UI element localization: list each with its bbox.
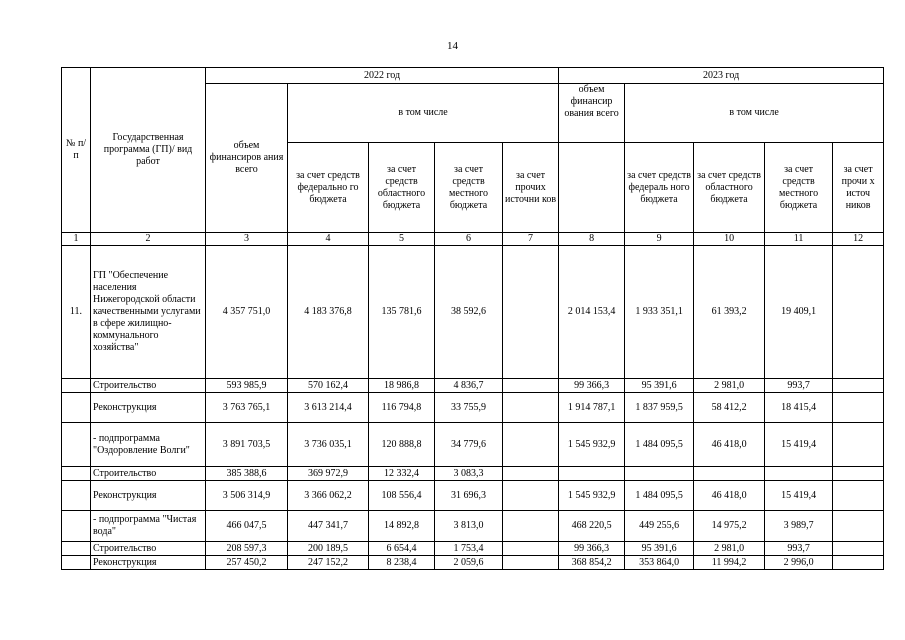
col-number: 12 — [833, 233, 884, 246]
cell-value: 108 556,4 — [369, 481, 435, 511]
cell-value — [503, 379, 559, 393]
cell-value: 4 183 376,8 — [288, 246, 369, 379]
cell-value: 95 391,6 — [625, 542, 694, 556]
cell-value: 993,7 — [765, 542, 833, 556]
cell-value: 1 484 095,5 — [625, 423, 694, 467]
cell-value: 6 654,4 — [369, 542, 435, 556]
cell-value: 1 753,4 — [435, 542, 503, 556]
cell-value: 18 415,4 — [765, 393, 833, 423]
table-row — [62, 246, 884, 379]
cell-value — [833, 393, 884, 423]
cell-value: 12 332,4 — [369, 467, 435, 481]
cell-value — [503, 556, 559, 570]
cell-value: 3 083,3 — [435, 467, 503, 481]
cell-value — [503, 467, 559, 481]
cell-value: 3 813,0 — [435, 511, 503, 542]
table-row — [62, 481, 884, 511]
cell-value: 368 854,2 — [559, 556, 625, 570]
col-number: 2 — [91, 233, 206, 246]
cell-value — [833, 511, 884, 542]
header-total-2022: объем финансиров ания всего — [206, 84, 288, 233]
cell-value: 257 450,2 — [206, 556, 288, 570]
header-fed-2022: за счет средств федерально го бюджета — [288, 143, 369, 233]
cell-no — [62, 481, 91, 511]
cell-value: 593 985,9 — [206, 379, 288, 393]
header-year-2023: 2023 год — [559, 68, 884, 84]
header-obl-2023: за счет средств областного бюджета — [694, 143, 765, 233]
header-year-2022: 2022 год — [206, 68, 559, 84]
page-number: 14 — [447, 40, 458, 52]
cell-value — [503, 511, 559, 542]
cell-value: 1 914 787,1 — [559, 393, 625, 423]
cell-value: 570 162,4 — [288, 379, 369, 393]
cell-value: 1 545 932,9 — [559, 423, 625, 467]
cell-program: Реконструкция — [91, 481, 206, 511]
cell-value: 19 409,1 — [765, 246, 833, 379]
cell-no — [62, 542, 91, 556]
col-number: 3 — [206, 233, 288, 246]
cell-value: 449 255,6 — [625, 511, 694, 542]
cell-program: Строительство — [91, 379, 206, 393]
cell-value — [694, 467, 765, 481]
col-number: 7 — [503, 233, 559, 246]
header-incl-2023: в том числе — [625, 84, 884, 143]
cell-value: 11 994,2 — [694, 556, 765, 570]
cell-value: 353 864,0 — [625, 556, 694, 570]
table-row — [62, 542, 884, 556]
cell-program: Реконструкция — [91, 556, 206, 570]
cell-value: 466 047,5 — [206, 511, 288, 542]
col-number: 11 — [765, 233, 833, 246]
cell-no — [62, 467, 91, 481]
cell-value — [833, 481, 884, 511]
cell-value: 8 238,4 — [369, 556, 435, 570]
cell-value: 31 696,3 — [435, 481, 503, 511]
cell-value: 1 545 932,9 — [559, 481, 625, 511]
cell-value — [503, 393, 559, 423]
table-row — [62, 423, 884, 467]
cell-value: 14 892,8 — [369, 511, 435, 542]
cell-program: - подпрограмма "Оздоровление Волги" — [91, 423, 206, 467]
cell-value: 99 366,3 — [559, 379, 625, 393]
cell-value — [833, 467, 884, 481]
cell-value: 3 763 765,1 — [206, 393, 288, 423]
col-number: 5 — [369, 233, 435, 246]
cell-no — [62, 393, 91, 423]
cell-value: 3 506 314,9 — [206, 481, 288, 511]
cell-no — [62, 556, 91, 570]
cell-value: 95 391,6 — [625, 379, 694, 393]
cell-value: 993,7 — [765, 379, 833, 393]
cell-value — [833, 542, 884, 556]
cell-value: 46 418,0 — [694, 423, 765, 467]
cell-value: 3 989,7 — [765, 511, 833, 542]
table-row — [62, 556, 884, 570]
header-proch-2022: за счет прочих источни ков — [503, 143, 559, 233]
cell-value: 1 837 959,5 — [625, 393, 694, 423]
cell-value: 200 189,5 — [288, 542, 369, 556]
cell-no — [62, 423, 91, 467]
cell-value: 15 419,4 — [765, 481, 833, 511]
cell-value: 38 592,6 — [435, 246, 503, 379]
cell-value — [503, 542, 559, 556]
cell-value: 208 597,3 — [206, 542, 288, 556]
cell-value: 2 014 153,4 — [559, 246, 625, 379]
cell-value — [503, 246, 559, 379]
cell-value: 99 366,3 — [559, 542, 625, 556]
col-number: 8 — [559, 233, 625, 246]
header-fed-2023: за счет средств федераль ного бюджета — [625, 143, 694, 233]
header-mest-2022: за счет средств местного бюджета — [435, 143, 503, 233]
cell-value: 2 059,6 — [435, 556, 503, 570]
cell-no — [62, 379, 91, 393]
cell-value: 135 781,6 — [369, 246, 435, 379]
cell-value — [625, 467, 694, 481]
cell-program: - подпрограмма "Чистая вода" — [91, 511, 206, 542]
col-number: 10 — [694, 233, 765, 246]
cell-program: Строительство — [91, 542, 206, 556]
cell-value: 34 779,6 — [435, 423, 503, 467]
header-total-2023: объем финансир ования всего — [559, 84, 625, 143]
table-row — [62, 467, 884, 481]
cell-value — [559, 467, 625, 481]
cell-program: ГП "Обеспечение населения Нижегородской области качественными услугами в сфере жилищно-коммунального хозяйства" — [91, 246, 206, 379]
cell-program: Реконструкция — [91, 393, 206, 423]
cell-value: 385 388,6 — [206, 467, 288, 481]
cell-value: 46 418,0 — [694, 481, 765, 511]
cell-value: 33 755,9 — [435, 393, 503, 423]
cell-value: 3 366 062,2 — [288, 481, 369, 511]
col-number: 9 — [625, 233, 694, 246]
cell-value: 2 996,0 — [765, 556, 833, 570]
cell-value: 61 393,2 — [694, 246, 765, 379]
header-proch-2023: за счет прочи х источ ников — [833, 143, 884, 233]
cell-no — [62, 511, 91, 542]
cell-value — [833, 423, 884, 467]
table-row — [62, 379, 884, 393]
table-row — [62, 511, 884, 542]
cell-value: 3 891 703,5 — [206, 423, 288, 467]
cell-value — [503, 481, 559, 511]
cell-value: 3 736 035,1 — [288, 423, 369, 467]
col-number: 1 — [62, 233, 91, 246]
cell-value — [833, 556, 884, 570]
cell-value: 247 152,2 — [288, 556, 369, 570]
cell-value — [765, 467, 833, 481]
col-number: 6 — [435, 233, 503, 246]
cell-value: 58 412,2 — [694, 393, 765, 423]
cell-value: 1 484 095,5 — [625, 481, 694, 511]
cell-value: 468 220,5 — [559, 511, 625, 542]
cell-value: 3 613 214,4 — [288, 393, 369, 423]
cell-program: Строительство — [91, 467, 206, 481]
col-number: 4 — [288, 233, 369, 246]
cell-value: 15 419,4 — [765, 423, 833, 467]
cell-no: 11. — [62, 246, 91, 379]
cell-value: 18 986,8 — [369, 379, 435, 393]
header-mest-2023: за счет средств местного бюджета — [765, 143, 833, 233]
cell-value: 2 981,0 — [694, 379, 765, 393]
cell-value: 14 975,2 — [694, 511, 765, 542]
cell-value: 120 888,8 — [369, 423, 435, 467]
header-obl-2022: за счет средств областного бюджета — [369, 143, 435, 233]
cell-value — [833, 379, 884, 393]
cell-value — [833, 246, 884, 379]
cell-value: 369 972,9 — [288, 467, 369, 481]
cell-value: 447 341,7 — [288, 511, 369, 542]
column-number-row — [62, 233, 884, 246]
table-row — [62, 393, 884, 423]
header-blank-2023 — [559, 143, 625, 233]
header-program: Государственная программа (ГП)/ вид работ — [91, 68, 206, 233]
cell-value: 116 794,8 — [369, 393, 435, 423]
cell-value: 4 357 751,0 — [206, 246, 288, 379]
header-no: № п/п — [62, 68, 91, 233]
header-incl-2022: в том числе — [288, 84, 559, 143]
cell-value — [503, 423, 559, 467]
cell-value: 1 933 351,1 — [625, 246, 694, 379]
cell-value: 4 836,7 — [435, 379, 503, 393]
financing-table — [61, 67, 884, 570]
cell-value: 2 981,0 — [694, 542, 765, 556]
